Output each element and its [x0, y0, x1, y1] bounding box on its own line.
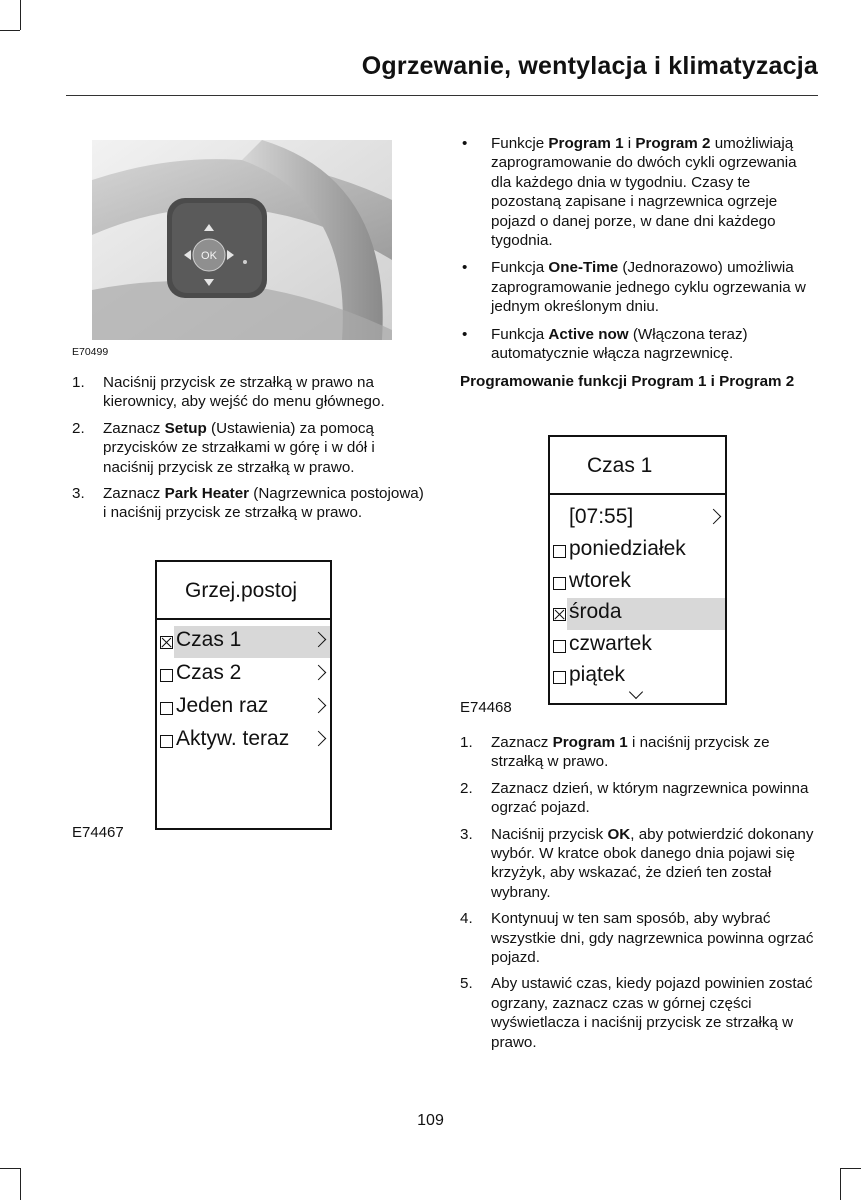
menu-row[interactable]: [550, 598, 725, 630]
page-number: 109: [417, 1112, 444, 1129]
crop-mark: [20, 0, 21, 30]
figure-code: E70499: [72, 346, 109, 358]
screen-header: [157, 562, 330, 620]
ok-button-label: OK: [201, 250, 217, 262]
bullet-text: Funkcje: [491, 135, 549, 152]
chevron-right-icon: [311, 698, 327, 714]
steering-wheel-illustration: [92, 140, 392, 340]
step-number: 1.: [72, 374, 85, 391]
bullet-term: Active now: [548, 325, 629, 343]
step-number: 5.: [460, 975, 473, 993]
menu-row-label: piątek: [569, 663, 626, 686]
step-number: 2.: [72, 419, 85, 437]
checkbox-icon[interactable]: [553, 640, 566, 653]
checkbox-icon[interactable]: [160, 669, 173, 682]
step-term: OK: [607, 825, 631, 843]
crop-mark: [0, 30, 20, 31]
section-heading: Programowanie funkcji Program 1 i Program 2: [460, 373, 795, 390]
menu-row-label: środa: [569, 600, 622, 623]
screen-header: [550, 437, 725, 495]
step-text: Zaznacz: [491, 734, 553, 751]
crop-mark: [0, 1168, 20, 1169]
step-term: Program 1: [552, 734, 628, 751]
crop-mark: [840, 1168, 841, 1200]
checked-box-icon[interactable]: [553, 608, 566, 621]
step-text: (Ustawienia) za pomocą przycisków ze strzałkami w górę i w dół i naciśnij przycisk ze strzałką w prawo.: [103, 419, 375, 476]
checkbox-icon[interactable]: [160, 735, 173, 748]
step-text: Aby ustawić czas, kiedy pojazd powinien zostać ogrzany, zaznacz czas w górnej części wyświetlacza i naciśnij przycisk ze strzałką w prawo.: [491, 975, 813, 1051]
menu-row-label: Jeden raz: [176, 694, 269, 717]
bullet-marker: •: [462, 325, 468, 343]
step-item: [460, 825, 816, 903]
checkbox-icon[interactable]: [553, 545, 566, 558]
step-number: 1.: [460, 734, 473, 751]
menu-row[interactable]: [550, 567, 725, 599]
step-number: 2.: [460, 779, 473, 797]
display-screen-park-heater: [155, 560, 332, 830]
step-term: Setup: [164, 419, 207, 437]
bullet-term: Program 2: [635, 135, 711, 152]
step-text: Zaznacz: [103, 485, 165, 503]
bullet-text: i: [623, 135, 636, 152]
checkbox-icon[interactable]: [553, 671, 566, 684]
step-text: (Nagrzewnica postojowa) i naciśnij przycisk ze strzałką w prawo.: [103, 485, 424, 522]
step-item: [460, 974, 816, 1052]
screen-title: Czas 1: [587, 454, 653, 477]
checkbox-icon[interactable]: [553, 577, 566, 590]
bullet-item: [460, 325, 816, 364]
bullet-text: (Jednorazowo) umożliwia zaprogramowanie jednego cyklu ogrzewania w jednym określonym dniu.: [491, 259, 806, 316]
header-divider: [66, 95, 818, 96]
step-text: i naciśnij przycisk ze strzałką w prawo.: [491, 734, 770, 771]
step-item: [460, 779, 816, 818]
bullet-text: Funkcja: [491, 259, 549, 277]
step-item: [72, 484, 428, 523]
menu-row-label: czwartek: [569, 631, 652, 655]
bullet-text: (Włączona teraz) automatycznie włącza nagrzewnicę.: [491, 325, 748, 363]
page-title: Ogrzewanie, wentylacja i klimatyzacja: [361, 52, 818, 80]
figure-code: E74467: [72, 824, 124, 841]
bullet-item: [460, 258, 816, 316]
right-steps-list: [460, 733, 816, 1059]
crop-mark: [841, 1168, 861, 1169]
menu-row[interactable]: [550, 535, 725, 567]
checkbox-icon[interactable]: [160, 702, 173, 715]
menu-row[interactable]: [550, 630, 725, 662]
bullet-term: Program 1: [548, 135, 624, 152]
menu-row[interactable]: [157, 626, 330, 658]
menu-row[interactable]: [157, 725, 330, 757]
feature-bullets: [460, 134, 816, 371]
menu-row-label: Aktyw. teraz: [176, 727, 290, 750]
step-item: [460, 909, 816, 967]
time-row[interactable]: [550, 503, 725, 535]
figure-code: E74468: [460, 699, 512, 716]
step-item: [72, 373, 428, 412]
step-item: [460, 733, 816, 772]
chevron-right-icon: [706, 509, 722, 525]
left-steps-list: [72, 373, 428, 530]
screen-title: Grzej.postoj: [185, 579, 298, 602]
step-text: Zaznacz: [103, 419, 165, 437]
step-number: 3.: [460, 825, 473, 843]
chevron-right-icon: [311, 731, 327, 747]
step-text: Naciśnij przycisk: [491, 825, 608, 843]
menu-row-label: Czas 1: [176, 628, 242, 651]
bullet-marker: •: [462, 135, 468, 152]
crop-mark: [20, 1168, 21, 1200]
menu-row-label: Czas 2: [176, 661, 242, 684]
bullet-marker: •: [462, 259, 468, 277]
step-text: Zaznacz dzień, w którym nagrzewnica powinna ogrzać pojazd.: [491, 779, 809, 817]
display-screen-program-1: [548, 435, 727, 705]
menu-row-label: poniedziałek: [569, 537, 686, 560]
bullet-text: Funkcja: [491, 325, 549, 343]
step-text: Naciśnij przycisk ze strzałką w prawo na kierownicy, aby wejść do menu głównego.: [103, 374, 385, 411]
checked-box-icon[interactable]: [160, 636, 173, 649]
time-value: [07:55]: [569, 505, 634, 528]
step-item: [72, 419, 428, 477]
menu-row[interactable]: [157, 659, 330, 691]
step-number: 4.: [460, 910, 473, 928]
step-text: , aby potwierdzić dokonany wybór. W kratce obok danego dnia pojawi się krzyżyk, aby wskazać, że dzień ten został wybrany.: [491, 825, 814, 901]
step-number: 3.: [72, 485, 85, 503]
step-text: Kontynuuj w ten sam sposób, aby wybrać wszystkie dni, gdy nagrzewnica powinna ogrzać pojazd.: [491, 910, 814, 967]
bullet-term: One-Time: [548, 259, 619, 277]
bullet-text: umożliwiają zaprogramowanie do dwóch cykli ogrzewania dla każdego dnia w tygodniu. Czasy te pozostaną zapisane i nagrzewnica ogrzeje pojazd o danej porze, w dane dni każdego tygodnia.: [491, 135, 797, 250]
menu-row[interactable]: [157, 692, 330, 724]
bullet-item: [460, 134, 816, 250]
menu-row-label: wtorek: [569, 568, 631, 592]
chevron-right-icon: [311, 665, 327, 681]
step-term: Park Heater: [164, 485, 250, 503]
